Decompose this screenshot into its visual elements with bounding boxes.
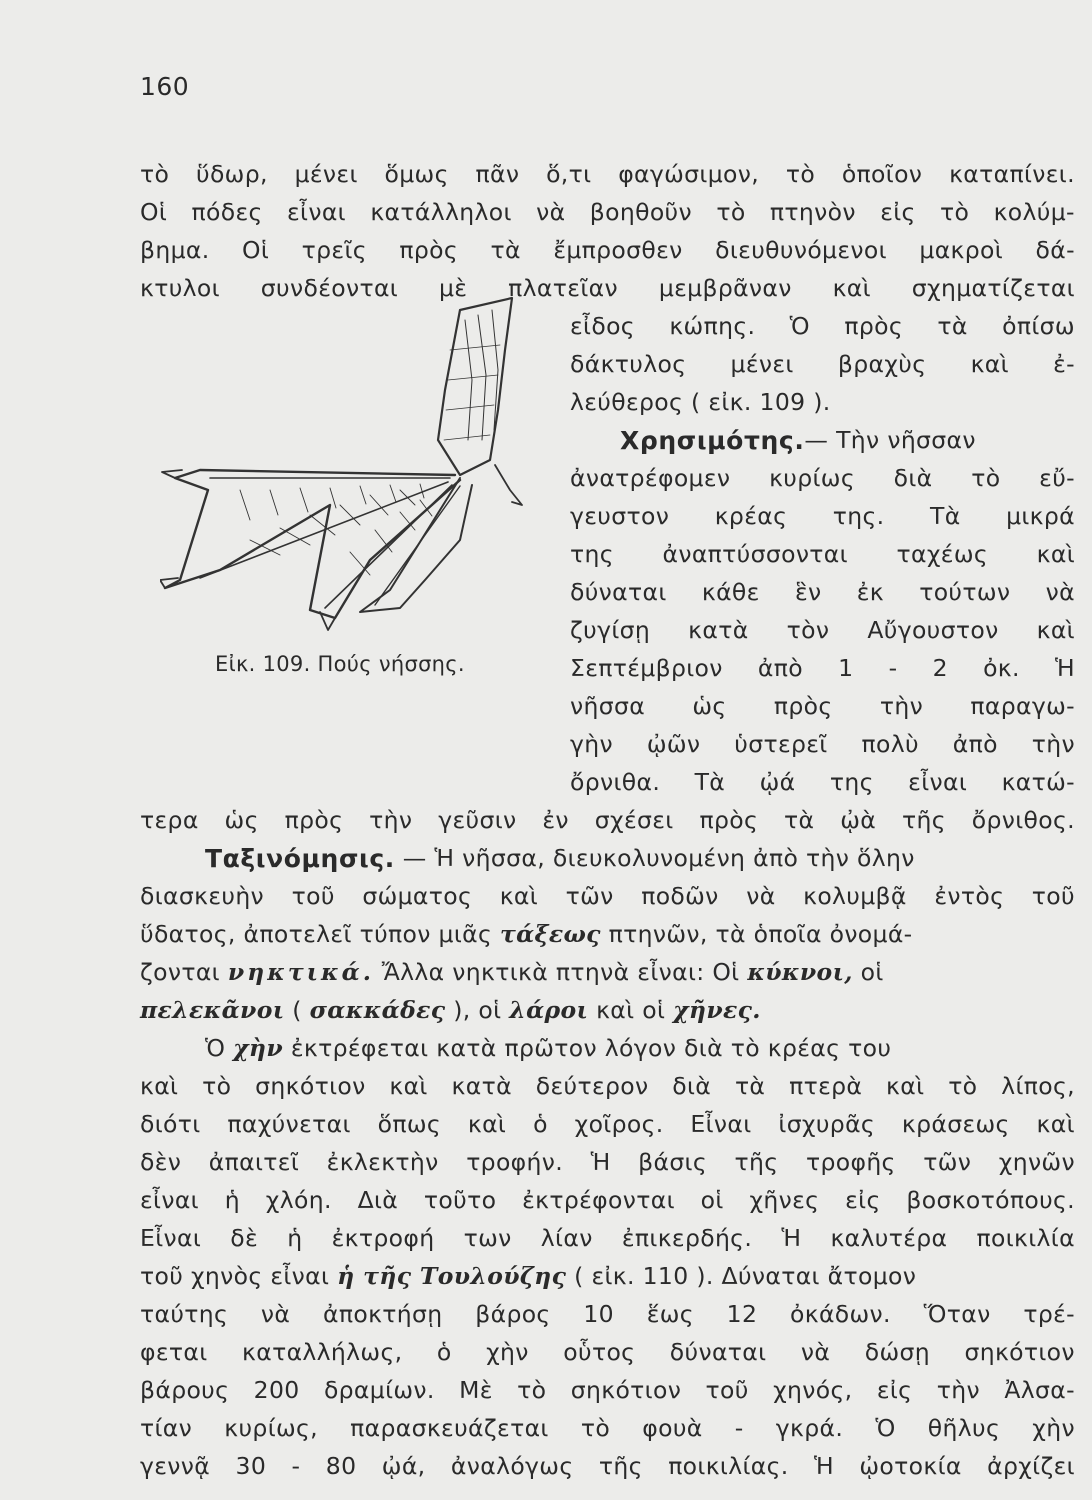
word: γκρά. <box>775 1414 844 1442</box>
word: τούτων <box>919 578 1011 606</box>
word: χηνῶν <box>998 1148 1075 1176</box>
word: δὲν <box>140 1148 182 1176</box>
word: βημα. <box>140 236 210 264</box>
word: καὶ <box>886 1072 925 1100</box>
word: τοῦ <box>1031 882 1075 910</box>
word: διὰ <box>893 464 933 492</box>
word: κώπης. <box>669 312 756 340</box>
text-line <box>205 844 1075 873</box>
word: τοῦ <box>705 1376 749 1404</box>
word: δραμίων. <box>323 1376 435 1404</box>
text-line <box>140 1186 1075 1214</box>
word: Ἡ <box>814 1452 834 1480</box>
word: καὶ <box>1036 616 1075 644</box>
word: ἀρχίζει <box>987 1452 1075 1480</box>
word: Διὰ <box>357 1186 399 1214</box>
word: τὴν <box>936 1376 980 1404</box>
word: ἀναλόγως <box>450 1452 574 1480</box>
word: ἐπικερδής. <box>621 1224 753 1252</box>
word: βοσκοτόπους. <box>906 1186 1075 1214</box>
word: καὶ <box>1036 1110 1075 1138</box>
word: πολὺ <box>861 730 919 758</box>
text-line <box>140 1300 1075 1328</box>
text-line <box>140 1452 1075 1480</box>
word: εἰς <box>876 1376 913 1404</box>
word: τὸ <box>948 1072 978 1100</box>
word: ἐκτρέφονται <box>522 1186 675 1214</box>
word: εἰς <box>880 198 916 226</box>
word: ἕως <box>646 1300 694 1328</box>
word: πρὸς <box>773 692 833 720</box>
word: μὲ <box>438 274 468 302</box>
word: πόδες <box>191 198 263 226</box>
word: ᾠὰ <box>840 806 877 834</box>
text-line <box>140 1376 1075 1404</box>
word: ἔμπροσθεν <box>553 236 683 264</box>
word: λίαν <box>540 1224 593 1252</box>
word: γεννᾷ <box>140 1452 211 1480</box>
word: βάρους <box>140 1376 230 1404</box>
word: εἶναι <box>287 198 346 226</box>
word: πρὸς <box>844 312 903 340</box>
word: δάκτυλος <box>570 350 687 378</box>
word: βάρος <box>475 1300 551 1328</box>
text-run: ὕδατος, ἀποτελεῖ τύπον μιᾶς <box>140 920 500 948</box>
text-run: ζονται <box>140 958 228 986</box>
word: νὰ <box>800 1338 831 1366</box>
word: 80 <box>325 1452 357 1480</box>
word: φεται <box>140 1338 208 1366</box>
word: ὑστερεῖ <box>734 730 828 758</box>
text-run: καὶ οἱ <box>588 996 674 1024</box>
word: καὶ <box>467 1110 507 1138</box>
text-line <box>140 1072 1075 1100</box>
text-line <box>140 1338 1075 1366</box>
text-line <box>570 540 1075 568</box>
word: Αὔγουστον <box>867 616 999 644</box>
word: κράσεως <box>901 1110 1010 1138</box>
word: πρὸς <box>284 806 344 834</box>
word: ἀπαιτεῖ <box>208 1148 300 1176</box>
text-line <box>140 1262 1075 1290</box>
word: κατάλληλοι <box>370 198 512 226</box>
word: τὸ <box>785 160 816 188</box>
text-line <box>570 616 1075 644</box>
word: ζυγίσῃ <box>570 616 651 644</box>
text-line <box>570 464 1075 492</box>
word: τὴν <box>369 806 413 834</box>
word: ἡ <box>287 1224 303 1252</box>
word: νὰ <box>536 198 566 226</box>
text-run: λεύθερος ( εἰκ. 109 ). <box>570 388 831 416</box>
italic-term: ἡ τῆς Τουλούζης <box>337 1262 567 1290</box>
word: ὀκάδων. <box>790 1300 891 1328</box>
word: ὅπως <box>377 1110 442 1138</box>
word: εἶναι <box>908 768 968 796</box>
word: τροφήν. <box>466 1148 564 1176</box>
word: τῶν <box>923 1148 972 1176</box>
word: Σεπτέμβριον <box>570 654 723 682</box>
word: κυρίως, <box>224 1414 318 1442</box>
word: πρὸς <box>399 236 459 264</box>
text-line <box>570 768 1075 796</box>
word: καὶ <box>1036 540 1075 568</box>
word: ἀναπτύσσονται <box>662 540 848 568</box>
text-line <box>140 274 1075 302</box>
text-line <box>140 1110 1075 1138</box>
word: τὸ <box>202 1072 232 1100</box>
word: μένει <box>730 350 794 378</box>
word: δύναται <box>669 1338 767 1366</box>
text-line <box>140 996 820 1024</box>
word: Εἶναι <box>140 1224 202 1252</box>
word: εὔ- <box>1039 464 1075 492</box>
word: τῆς <box>901 806 946 834</box>
word: δά- <box>1035 236 1075 264</box>
word: μένει <box>294 160 358 188</box>
word: ᾠοτοκία <box>859 1452 962 1480</box>
word: τίαν <box>140 1414 193 1442</box>
word: ἀποκτήσῃ <box>323 1300 443 1328</box>
word: ὁποῖον <box>841 160 923 188</box>
word: τὰ <box>784 806 815 834</box>
text-line <box>140 236 1075 264</box>
word: βάσις <box>638 1148 708 1176</box>
word: Ὁ <box>875 1414 896 1442</box>
text-line <box>620 426 1075 455</box>
word: κολύμ- <box>993 198 1075 226</box>
word: ᾠά <box>759 768 796 796</box>
word: δώσῃ <box>864 1338 930 1366</box>
word: γὴν <box>570 730 613 758</box>
text-line <box>570 312 1075 340</box>
word: τρέ- <box>1023 1300 1075 1328</box>
word: τὸ <box>580 1414 611 1442</box>
text-run: Ἄλλα νηκτικὰ πτηνὰ εἶναι: Οἱ <box>373 958 748 986</box>
word: ταχέως <box>896 540 989 568</box>
word: πλατεῖαν <box>508 274 618 302</box>
word: ἀνατρέφομεν <box>570 464 731 492</box>
word: πρὸς <box>699 806 759 834</box>
text-line <box>140 806 1075 834</box>
word: χὴν <box>1032 1414 1075 1442</box>
word: τὴν <box>1031 730 1075 758</box>
italic-term: σακκάδες <box>309 996 446 1024</box>
word: χὴν <box>486 1338 529 1366</box>
word: μεμβρᾶναν <box>658 274 792 302</box>
word: ἐκλεκτὴν <box>326 1148 439 1176</box>
word: ἐν <box>542 806 569 834</box>
word: ἰσχυρᾶς <box>778 1110 876 1138</box>
word: ὅ,τι <box>546 160 592 188</box>
word: τερα <box>140 806 199 834</box>
word: Ὅταν <box>923 1300 991 1328</box>
word: ὅμως <box>384 160 449 188</box>
word: ὀπίσω <box>1002 312 1075 340</box>
word: Ὁ <box>789 312 810 340</box>
word: ἐ- <box>1053 350 1075 378</box>
word: τρεῖς <box>301 236 367 264</box>
word: ἐντὸς <box>934 882 1005 910</box>
word: νὰ <box>260 1300 291 1328</box>
word: καὶ <box>140 1072 179 1100</box>
word: καταπίνει. <box>949 160 1075 188</box>
word: γεῦσιν <box>438 806 517 834</box>
word: τῶν <box>565 882 614 910</box>
word: καὶ <box>832 274 871 302</box>
word: βραχὺς <box>837 350 927 378</box>
word: της. <box>832 502 885 530</box>
word: φουὰ <box>642 1414 703 1442</box>
word: ὡς <box>224 806 259 834</box>
word: κολυμβᾷ <box>803 882 907 910</box>
word: καταλλήλως, <box>242 1338 403 1366</box>
word: πτηνὸν <box>769 198 856 226</box>
duck-foot-icon <box>160 290 570 650</box>
word: παραγω- <box>970 692 1075 720</box>
word: ὡς <box>692 692 727 720</box>
word: τροφῆς <box>805 1148 896 1176</box>
word: Ἡ <box>781 1224 802 1252</box>
word: τὰ <box>490 236 521 264</box>
word: κυρίως <box>769 464 855 492</box>
italic-term: πελεκᾶνοι <box>140 996 285 1024</box>
word: - <box>734 1414 744 1442</box>
word: τὸ <box>971 464 1001 492</box>
word: καὶ <box>970 350 1009 378</box>
section-heading: Ταξινόμησις. <box>205 844 395 873</box>
text-run: ), οἱ <box>445 996 510 1024</box>
word: τὸ <box>940 198 970 226</box>
word: καὶ <box>499 882 539 910</box>
text-line <box>140 958 1075 986</box>
word: μακροὶ <box>919 236 1004 264</box>
word: 2 <box>932 654 948 682</box>
word: σηκότιον <box>255 1072 366 1100</box>
word: 1 <box>838 654 854 682</box>
word: ποικιλίας. <box>668 1452 789 1480</box>
text-line <box>205 1034 1075 1062</box>
text-run: ( <box>284 996 310 1024</box>
word: ποδῶν <box>641 882 719 910</box>
word: - <box>888 654 898 682</box>
word: τὰ <box>734 1072 766 1100</box>
text-run: οἱ <box>852 958 884 986</box>
word: 30 <box>235 1452 267 1480</box>
word: εἶναι <box>140 1186 199 1214</box>
text-run: — Τὴν νῆσσαν <box>804 426 976 454</box>
figure-109 <box>160 290 570 650</box>
word: χλόη. <box>265 1186 332 1214</box>
word: σχηματίζεται <box>911 274 1075 302</box>
word: κατώ- <box>1001 768 1075 796</box>
word: κτυλοι <box>140 274 220 302</box>
word: τῆς <box>598 1452 643 1480</box>
word: φαγώσιμον, <box>618 160 760 188</box>
text-line <box>140 198 1075 226</box>
word: των <box>463 1224 512 1252</box>
word: ἐκτροφή <box>331 1224 435 1252</box>
text-line <box>570 388 860 416</box>
text-run: — Ἡ νῆσσα, διευκολυνομένη ἀπὸ τὴν ὅλην <box>394 844 915 872</box>
text-line <box>140 1224 1075 1252</box>
word: ὕδωρ, <box>196 160 268 188</box>
word: χηνός, <box>773 1376 853 1404</box>
italic-term: τάξεως <box>499 920 601 948</box>
word: βοηθοῦν <box>589 198 692 226</box>
word: Τὰ <box>694 768 726 796</box>
word: χῆνες <box>749 1186 820 1214</box>
word: καὶ <box>389 1072 428 1100</box>
word: πτερὰ <box>789 1072 863 1100</box>
word: ὀκ. <box>983 654 1020 682</box>
word: οἱ <box>700 1186 724 1214</box>
word: εἰς <box>845 1186 881 1214</box>
italic-term: νηκτικά. <box>227 958 374 986</box>
word: νὰ <box>746 882 776 910</box>
italic-term: χὴν <box>233 1034 284 1062</box>
word: Εἶναι <box>690 1110 752 1138</box>
word: Οἱ <box>242 236 270 264</box>
text-run: Ὁ <box>205 1034 234 1062</box>
word: καλυτέρα <box>830 1224 948 1252</box>
word: ἀπὸ <box>757 654 803 682</box>
word: ᾠά, <box>381 1452 426 1480</box>
word: κατὰ <box>688 616 749 644</box>
word: νῆσσα <box>570 692 646 720</box>
word: ποικιλία <box>976 1224 1075 1252</box>
word: παρασκευάζεται <box>350 1414 549 1442</box>
figure-caption: Εἰκ. 109. Πούς νήσσης. <box>215 652 465 676</box>
word: ἐκ <box>856 578 884 606</box>
word: σώματος <box>362 882 473 910</box>
word: θῆλυς <box>927 1414 1001 1442</box>
word: τῆς <box>734 1148 779 1176</box>
word: της <box>829 768 874 796</box>
text-line <box>570 730 1075 758</box>
word: διευθυνόμενοι <box>715 236 887 264</box>
word: σηκότιον <box>964 1338 1075 1366</box>
word: μικρά <box>1006 502 1075 530</box>
word: ᾠῶν <box>646 730 701 758</box>
word: γευστον <box>570 502 670 530</box>
word: χοῖρος. <box>574 1110 664 1138</box>
word: σχέσει <box>594 806 674 834</box>
word: τὸ <box>716 198 746 226</box>
word: Ἡ <box>1054 654 1075 682</box>
word: τοῦ <box>291 882 335 910</box>
word: οὗτος <box>563 1338 636 1366</box>
word: λίπος, <box>1001 1072 1075 1100</box>
word: της <box>570 540 614 568</box>
word: - <box>291 1452 301 1480</box>
word: ἓν <box>794 578 822 606</box>
word: δύναται <box>570 578 667 606</box>
word: τὰ <box>937 312 968 340</box>
text-run: τοῦ χηνὸς εἶναι <box>140 1262 338 1290</box>
word: δὲ <box>230 1224 259 1252</box>
word: διότι <box>140 1110 201 1138</box>
text-line <box>140 882 1075 910</box>
word: ἀπὸ <box>952 730 998 758</box>
word: κατὰ <box>451 1072 512 1100</box>
text-line <box>570 654 1075 682</box>
word: σηκότιον <box>570 1376 682 1404</box>
word: τὸ <box>140 160 170 188</box>
word: διασκευὴν <box>140 882 265 910</box>
text-line <box>140 920 1075 948</box>
word: παχύνεται <box>227 1110 351 1138</box>
word: πᾶν <box>475 160 520 188</box>
word: ὄρνιθα. <box>570 768 661 796</box>
word: τοῦτο <box>423 1186 497 1214</box>
text-run: ἐκτρέφεται κατὰ πρῶτον λόγον διὰ τὸ κρέας του <box>283 1034 892 1062</box>
text-line <box>570 692 1075 720</box>
text-run: ( εἰκ. 110 ). Δύναται ἄτομον <box>566 1262 917 1290</box>
page-number: 160 <box>140 72 190 101</box>
word: ὁ <box>436 1338 452 1366</box>
text-line <box>570 502 1075 530</box>
word: Οἱ <box>140 198 168 226</box>
word: ὁ <box>533 1110 548 1138</box>
word: 200 <box>253 1376 300 1404</box>
word: ὄρνιθος. <box>971 806 1075 834</box>
word: τὴν <box>879 692 924 720</box>
word: ταύτης <box>140 1300 229 1328</box>
text-line <box>140 1414 1075 1442</box>
word: δεύτερον <box>535 1072 649 1100</box>
text-line <box>140 1148 1075 1176</box>
text-line <box>570 578 1075 606</box>
italic-term: χῆνες. <box>673 996 761 1024</box>
word: διὰ <box>672 1072 712 1100</box>
word: Τὰ <box>930 502 961 530</box>
section-heading: Χρησιμότης. <box>620 426 805 455</box>
word: Μὲ <box>459 1376 493 1404</box>
word: κρέας <box>714 502 788 530</box>
word: συνδέονται <box>260 274 399 302</box>
word: τὸν <box>786 616 830 644</box>
text-run: πτηνῶν, τὰ ὁποῖα ὀνομά- <box>600 920 913 948</box>
italic-term: κύκνοι, <box>747 958 853 986</box>
word: 12 <box>726 1300 758 1328</box>
italic-term: λάροι <box>509 996 589 1024</box>
word: εἶδος <box>570 312 635 340</box>
text-line <box>570 350 1075 378</box>
word: Ἡ <box>590 1148 611 1176</box>
word: νὰ <box>1045 578 1075 606</box>
word: 10 <box>583 1300 614 1328</box>
word: ἡ <box>224 1186 241 1214</box>
word: τὸ <box>517 1376 547 1404</box>
word: Ἀλσα- <box>1004 1376 1075 1404</box>
text-line <box>140 160 1075 188</box>
word: κάθε <box>701 578 760 606</box>
